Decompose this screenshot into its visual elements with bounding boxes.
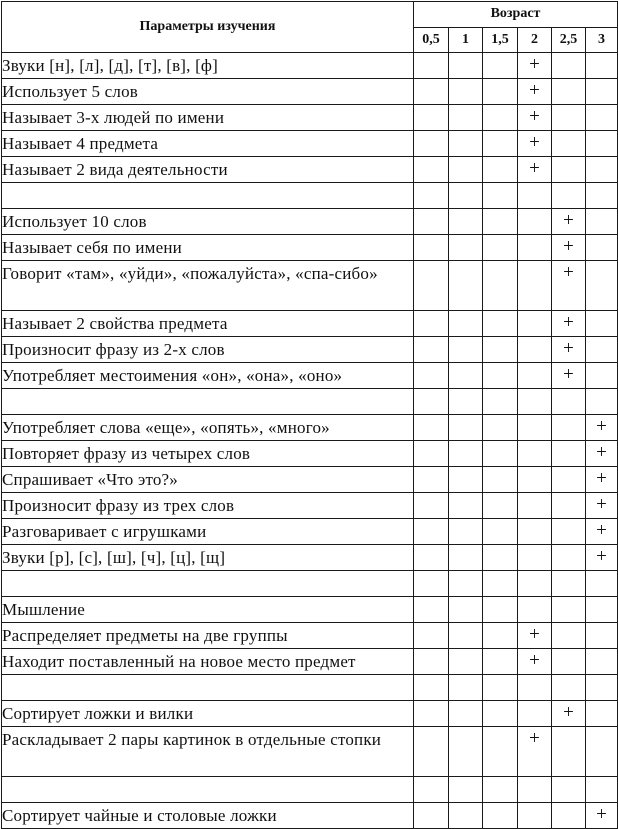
empty-cell — [518, 597, 552, 623]
empty-cell — [414, 337, 449, 363]
empty-cell — [483, 597, 518, 623]
empty-cell — [414, 261, 449, 311]
empty-cell — [414, 157, 449, 183]
parameter-cell: Мышление — [2, 597, 414, 623]
empty-cell — [449, 493, 483, 519]
empty-cell — [552, 545, 586, 571]
empty-cell — [552, 131, 586, 157]
parameter-cell: Использует 5 слов — [2, 79, 414, 105]
empty-cell — [414, 623, 449, 649]
table-row — [2, 803, 618, 829]
empty-cell — [552, 493, 586, 519]
empty-cell — [586, 209, 618, 235]
empty-cell — [483, 209, 518, 235]
empty-cell — [449, 803, 483, 829]
table-row — [2, 545, 618, 571]
table-row — [2, 467, 618, 493]
empty-cell — [586, 235, 618, 261]
empty-cell — [414, 183, 449, 209]
table-row — [2, 777, 618, 803]
age-header: Возраст — [414, 2, 618, 28]
table-row — [2, 183, 618, 209]
empty-cell — [483, 777, 518, 803]
empty-cell — [483, 675, 518, 701]
plus-mark: + — [586, 519, 618, 545]
parameter-cell — [2, 571, 414, 597]
age-column-5: 3 — [586, 27, 618, 53]
empty-cell — [483, 131, 518, 157]
empty-cell — [483, 261, 518, 311]
empty-cell — [552, 623, 586, 649]
empty-cell — [449, 363, 483, 389]
table-row — [2, 493, 618, 519]
table-row — [2, 675, 618, 701]
table-row — [2, 261, 618, 311]
empty-cell — [586, 777, 618, 803]
empty-cell — [449, 53, 483, 79]
empty-cell — [483, 467, 518, 493]
age-column-1: 1 — [449, 27, 483, 53]
empty-cell — [552, 777, 586, 803]
empty-cell — [414, 467, 449, 493]
empty-cell — [483, 727, 518, 777]
table-row — [2, 571, 618, 597]
empty-cell — [552, 183, 586, 209]
parameter-cell — [2, 777, 414, 803]
empty-cell — [414, 389, 449, 415]
empty-cell — [449, 131, 483, 157]
empty-cell — [586, 675, 618, 701]
empty-cell — [586, 727, 618, 777]
parameter-cell: Говорит «там», «уйди», «пожалуйста», «спа-сибо» — [2, 261, 414, 311]
empty-cell — [414, 105, 449, 131]
empty-cell — [586, 701, 618, 727]
empty-cell — [414, 727, 449, 777]
plus-mark: + — [518, 105, 552, 131]
table-row — [2, 337, 618, 363]
plus-mark: + — [552, 235, 586, 261]
empty-cell — [414, 803, 449, 829]
table-row — [2, 157, 618, 183]
plus-mark: + — [518, 157, 552, 183]
age-column-3: 2 — [518, 27, 552, 53]
empty-cell — [586, 649, 618, 675]
age-parameters-table — [1, 1, 618, 829]
plus-mark: + — [586, 545, 618, 571]
empty-cell — [586, 337, 618, 363]
empty-cell — [414, 415, 449, 441]
empty-cell — [449, 261, 483, 311]
empty-cell — [414, 235, 449, 261]
empty-cell — [449, 235, 483, 261]
parameter-cell: Называет себя по имени — [2, 235, 414, 261]
empty-cell — [483, 441, 518, 467]
empty-cell — [552, 415, 586, 441]
empty-cell — [518, 545, 552, 571]
empty-cell — [414, 53, 449, 79]
parameter-cell: Находит поставленный на новое место предмет — [2, 649, 414, 675]
empty-cell — [449, 311, 483, 337]
plus-mark: + — [518, 53, 552, 79]
plus-mark: + — [552, 261, 586, 311]
parameter-cell: Звуки [н], [л], [д], [т], [в], [ф] — [2, 53, 414, 79]
empty-cell — [552, 519, 586, 545]
empty-cell — [483, 53, 518, 79]
parameter-cell: Сортирует ложки и вилки — [2, 701, 414, 727]
empty-cell — [552, 53, 586, 79]
empty-cell — [449, 701, 483, 727]
empty-cell — [483, 803, 518, 829]
empty-cell — [449, 623, 483, 649]
plus-mark: + — [518, 131, 552, 157]
plus-mark: + — [586, 493, 618, 519]
empty-cell — [518, 337, 552, 363]
table-row — [2, 727, 618, 777]
empty-cell — [414, 675, 449, 701]
empty-cell — [552, 675, 586, 701]
empty-cell — [449, 441, 483, 467]
empty-cell — [414, 311, 449, 337]
empty-cell — [414, 571, 449, 597]
empty-cell — [483, 79, 518, 105]
parameter-cell: Использует 10 слов — [2, 209, 414, 235]
empty-cell — [449, 157, 483, 183]
parameter-cell: Употребляет слова «еще», «опять», «много» — [2, 415, 414, 441]
empty-cell — [483, 235, 518, 261]
table-body — [2, 53, 618, 829]
empty-cell — [518, 363, 552, 389]
empty-cell — [586, 311, 618, 337]
empty-cell — [552, 571, 586, 597]
table-row — [2, 105, 618, 131]
parameter-cell: Распределяет предметы на две группы — [2, 623, 414, 649]
empty-cell — [586, 157, 618, 183]
parameter-cell: Повторяет фразу из четырех слов — [2, 441, 414, 467]
empty-cell — [552, 727, 586, 777]
parameter-cell: Спрашивает «Что это?» — [2, 467, 414, 493]
empty-cell — [586, 79, 618, 105]
age-column-4: 2,5 — [552, 27, 586, 53]
plus-mark: + — [518, 727, 552, 777]
empty-cell — [449, 519, 483, 545]
empty-cell — [586, 53, 618, 79]
table-row — [2, 209, 618, 235]
empty-cell — [552, 105, 586, 131]
empty-cell — [449, 649, 483, 675]
empty-cell — [483, 701, 518, 727]
table-row — [2, 701, 618, 727]
empty-cell — [414, 701, 449, 727]
table-row — [2, 389, 618, 415]
empty-cell — [483, 519, 518, 545]
empty-cell — [483, 363, 518, 389]
empty-cell — [449, 727, 483, 777]
empty-cell — [449, 79, 483, 105]
empty-cell — [449, 389, 483, 415]
empty-cell — [483, 183, 518, 209]
empty-cell — [586, 105, 618, 131]
empty-cell — [518, 235, 552, 261]
parameter-cell: Звуки [р], [с], [ш], [ч], [ц], [щ] — [2, 545, 414, 571]
empty-cell — [586, 571, 618, 597]
age-column-0: 0,5 — [414, 27, 449, 53]
empty-cell — [552, 803, 586, 829]
empty-cell — [449, 105, 483, 131]
empty-cell — [483, 649, 518, 675]
empty-cell — [414, 131, 449, 157]
empty-cell — [449, 415, 483, 441]
empty-cell — [586, 261, 618, 311]
empty-cell — [518, 803, 552, 829]
plus-mark: + — [552, 701, 586, 727]
empty-cell — [586, 183, 618, 209]
empty-cell — [414, 493, 449, 519]
empty-cell — [518, 777, 552, 803]
table-row — [2, 623, 618, 649]
empty-cell — [483, 105, 518, 131]
empty-cell — [483, 571, 518, 597]
table-row — [2, 363, 618, 389]
parameter-cell: Раскладывает 2 пары картинок в отдельные стопки — [2, 727, 414, 777]
plus-mark: + — [552, 209, 586, 235]
plus-mark: + — [518, 79, 552, 105]
empty-cell — [586, 623, 618, 649]
empty-cell — [586, 131, 618, 157]
plus-mark: + — [552, 311, 586, 337]
empty-cell — [449, 597, 483, 623]
parameter-cell: Называет 3-х людей по имени — [2, 105, 414, 131]
parameter-cell — [2, 675, 414, 701]
empty-cell — [552, 79, 586, 105]
plus-mark: + — [518, 649, 552, 675]
table-row — [2, 235, 618, 261]
empty-cell — [449, 675, 483, 701]
plus-mark: + — [586, 467, 618, 493]
empty-cell — [483, 545, 518, 571]
empty-cell — [518, 209, 552, 235]
empty-cell — [552, 649, 586, 675]
empty-cell — [483, 337, 518, 363]
empty-cell — [552, 597, 586, 623]
plus-mark: + — [552, 337, 586, 363]
parameter-cell — [2, 183, 414, 209]
empty-cell — [414, 597, 449, 623]
table-row — [2, 415, 618, 441]
empty-cell — [518, 571, 552, 597]
plus-mark: + — [586, 415, 618, 441]
parameter-cell: Называет 4 предмета — [2, 131, 414, 157]
empty-cell — [483, 389, 518, 415]
empty-cell — [483, 493, 518, 519]
parameter-cell: Произносит фразу из 2-х слов — [2, 337, 414, 363]
parameter-cell: Употребляет местоимения «он», «она», «оно» — [2, 363, 414, 389]
empty-cell — [483, 623, 518, 649]
table-row — [2, 519, 618, 545]
empty-cell — [414, 363, 449, 389]
plus-mark: + — [586, 803, 618, 829]
empty-cell — [449, 337, 483, 363]
empty-cell — [414, 79, 449, 105]
plus-mark: + — [586, 441, 618, 467]
parameters-header: Параметры изучения — [2, 2, 414, 53]
empty-cell — [518, 183, 552, 209]
empty-cell — [518, 493, 552, 519]
empty-cell — [449, 571, 483, 597]
empty-cell — [518, 389, 552, 415]
empty-cell — [518, 415, 552, 441]
table-row — [2, 53, 618, 79]
plus-mark: + — [518, 623, 552, 649]
table-row — [2, 441, 618, 467]
empty-cell — [414, 209, 449, 235]
plus-mark: + — [552, 363, 586, 389]
empty-cell — [449, 467, 483, 493]
empty-cell — [483, 415, 518, 441]
empty-cell — [586, 363, 618, 389]
empty-cell — [518, 467, 552, 493]
empty-cell — [518, 675, 552, 701]
empty-cell — [414, 519, 449, 545]
empty-cell — [518, 519, 552, 545]
empty-cell — [414, 777, 449, 803]
empty-cell — [518, 701, 552, 727]
empty-cell — [552, 157, 586, 183]
empty-cell — [586, 389, 618, 415]
table-row — [2, 311, 618, 337]
empty-cell — [483, 157, 518, 183]
empty-cell — [518, 441, 552, 467]
empty-cell — [552, 441, 586, 467]
empty-cell — [518, 311, 552, 337]
empty-cell — [518, 261, 552, 311]
empty-cell — [449, 777, 483, 803]
empty-cell — [449, 545, 483, 571]
parameter-cell: Сортирует чайные и столовые ложки — [2, 803, 414, 829]
empty-cell — [449, 183, 483, 209]
table-row — [2, 131, 618, 157]
parameter-cell: Называет 2 вида деятельности — [2, 157, 414, 183]
table-row — [2, 597, 618, 623]
empty-cell — [552, 389, 586, 415]
empty-cell — [586, 597, 618, 623]
empty-cell — [414, 649, 449, 675]
table-row — [2, 79, 618, 105]
empty-cell — [414, 441, 449, 467]
empty-cell — [449, 209, 483, 235]
age-column-2: 1,5 — [483, 27, 518, 53]
parameter-cell — [2, 389, 414, 415]
empty-cell — [483, 311, 518, 337]
empty-cell — [552, 467, 586, 493]
table-row — [2, 649, 618, 675]
parameter-cell: Произносит фразу из трех слов — [2, 493, 414, 519]
empty-cell — [414, 545, 449, 571]
parameter-cell: Разговаривает с игрушками — [2, 519, 414, 545]
parameter-cell: Называет 2 свойства предмета — [2, 311, 414, 337]
